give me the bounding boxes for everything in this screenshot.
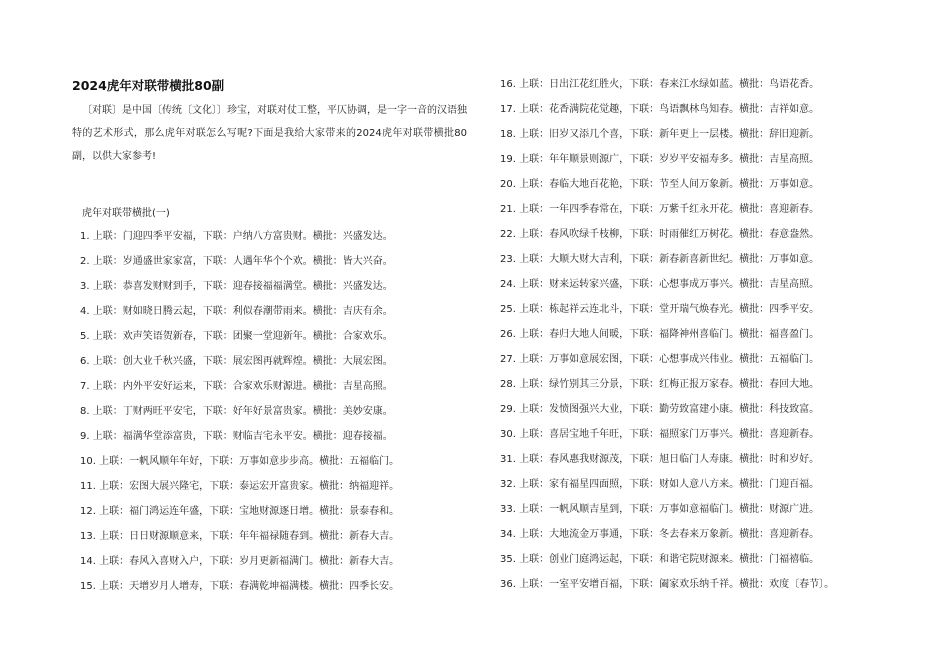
list-item: 12. 上联：福门鸿运连年盛，下联：宝地财源逐日增。横批：景泰春和。 bbox=[80, 506, 400, 517]
list-item: 24. 上联：财来运转家兴盛，下联：心想事成万事兴。横批：吉星高照。 bbox=[500, 279, 820, 290]
list-item: 8. 上联：丁财两旺平安宅，下联：好年好景富贵家。横批：美妙安康。 bbox=[80, 406, 393, 417]
list-item: 23. 上联：大顺大财大吉利，下联：新春新喜新世纪。横批：万事如意。 bbox=[500, 254, 820, 265]
page-title: 2024虎年对联带横批80副 bbox=[72, 78, 225, 93]
list-item: 7. 上联：内外平安好运来，下联：合家欢乐财源进。横批：吉星高照。 bbox=[80, 381, 393, 392]
list-item: 29. 上联：发愤图强兴大业，下联：勤劳致富建小康。横批：科技致富。 bbox=[500, 404, 820, 415]
list-item: 5. 上联：欢声笑语贺新春，下联：团聚一堂迎新年。横批：合家欢乐。 bbox=[80, 331, 393, 342]
list-item: 28. 上联：绿竹别其三分景，下联：红梅正报万家春。横批：春回大地。 bbox=[500, 379, 820, 390]
list-item: 34. 上联：大地流金万事通，下联：冬去春来万象新。横批：喜迎新春。 bbox=[500, 529, 820, 540]
list-item: 26. 上联：春归大地人间暖，下联：福降神州喜临门。横批：福喜盈门。 bbox=[500, 329, 820, 340]
list-item: 13. 上联：日日财源顺意来，下联：年年福禄随春到。横批：新春大吉。 bbox=[80, 531, 400, 542]
intro-paragraph: 〔对联〕是中国〔传统〔文化〕〕珍宝，对联对仗工整，平仄协调，是一字一音的汉语独特的艺术形式，那么虎年对联怎么写呢?下面是我给大家带来的2024虎年对联带横批80副，以供大家参考! bbox=[72, 105, 467, 162]
list-item: 35. 上联：创业门庭鸿运起，下联：和谐宅院财源来。横批：门福禧临。 bbox=[500, 554, 820, 565]
couplet-list-left bbox=[80, 228, 399, 603]
list-item: 11. 上联：宏图大展兴隆宅，下联：泰运宏开富贵家。横批：纳福迎祥。 bbox=[80, 481, 400, 492]
list-item: 18. 上联：旧岁又添几个喜，下联：新年更上一层楼。横批：辞旧迎新。 bbox=[500, 129, 820, 140]
list-item: 16. 上联：日出江花红胜火，下联：春来江水绿如蓝。横批：鸟语花香。 bbox=[500, 79, 820, 90]
list-item: 31. 上联：春风惠我财源茂，下联：旭日临门人寿康。横批：时和岁好。 bbox=[500, 454, 820, 465]
list-item: 36. 上联：一室平安增百福，下联：阖家欢乐纳千祥。横批：欢度〔春节〕。 bbox=[500, 579, 835, 590]
list-item: 15. 上联：天增岁月人增寿，下联：春满乾坤福满楼。横批：四季长安。 bbox=[80, 581, 400, 592]
list-item: 32. 上联：家有福星四面照，下联：财如人意八方来。横批：门迎百福。 bbox=[500, 479, 820, 490]
list-item: 4. 上联：财如晓日腾云起，下联：利似春潮带雨来。横批：吉庆有余。 bbox=[80, 306, 393, 317]
list-item: 2. 上联：岁通盛世家家富，下联：人遇年华个个欢。横批：皆大兴奋。 bbox=[80, 256, 393, 267]
list-item: 27. 上联：万事如意展宏图，下联：心想事成兴伟业。横批：五福临门。 bbox=[500, 354, 820, 365]
list-item: 25. 上联：栋起祥云连北斗，下联：堂开瑞气焕春光。横批：四季平安。 bbox=[500, 304, 820, 315]
list-item: 1. 上联：门迎四季平安福，下联：户纳八方富贵财。横批：兴盛发达。 bbox=[80, 231, 393, 242]
list-item: 30. 上联：喜居宝地千年旺，下联：福照家门万事兴。横批：喜迎新春。 bbox=[500, 429, 820, 440]
section-heading: 虎年对联带横批(一) bbox=[82, 208, 170, 219]
list-item: 19. 上联：年年顺景则源广，下联：岁岁平安福寿多。横批：吉星高照。 bbox=[500, 154, 820, 165]
list-item: 22. 上联：春风吹绿千枝柳，下联：时雨催红万树花。横批：春意盎然。 bbox=[500, 229, 820, 240]
list-item: 20. 上联：春临大地百花艳，下联：节至人间万象新。横批：万事如意。 bbox=[500, 179, 820, 190]
list-item: 6. 上联：创大业千秋兴盛，下联：展宏图再就辉煌。横批：大展宏图。 bbox=[80, 356, 393, 367]
list-item: 14. 上联：春风入喜财入户，下联：岁月更新福满门。横批：新春大吉。 bbox=[80, 556, 400, 567]
couplet-list-right bbox=[500, 76, 834, 601]
list-item: 9. 上联：福满华堂添富贵，下联：财临吉宅永平安。横批：迎春接福。 bbox=[80, 431, 393, 442]
list-item: 33. 上联：一帆风顺吉星到，下联：万事如意福临门。横批：财源广进。 bbox=[500, 504, 820, 515]
list-item: 10. 上联：一帆风顺年年好，下联：万事如意步步高。横批：五福临门。 bbox=[80, 456, 400, 467]
list-item: 17. 上联：花香满院花觉趣，下联：鸟语飘林鸟知春。横批：吉祥如意。 bbox=[500, 104, 820, 115]
list-item: 3. 上联：恭喜发财财到手，下联：迎春接福福满堂。横批：兴盛发达。 bbox=[80, 281, 393, 292]
list-item: 21. 上联：一年四季春常在，下联：万紫千红永开花。横批：喜迎新春。 bbox=[500, 204, 820, 215]
